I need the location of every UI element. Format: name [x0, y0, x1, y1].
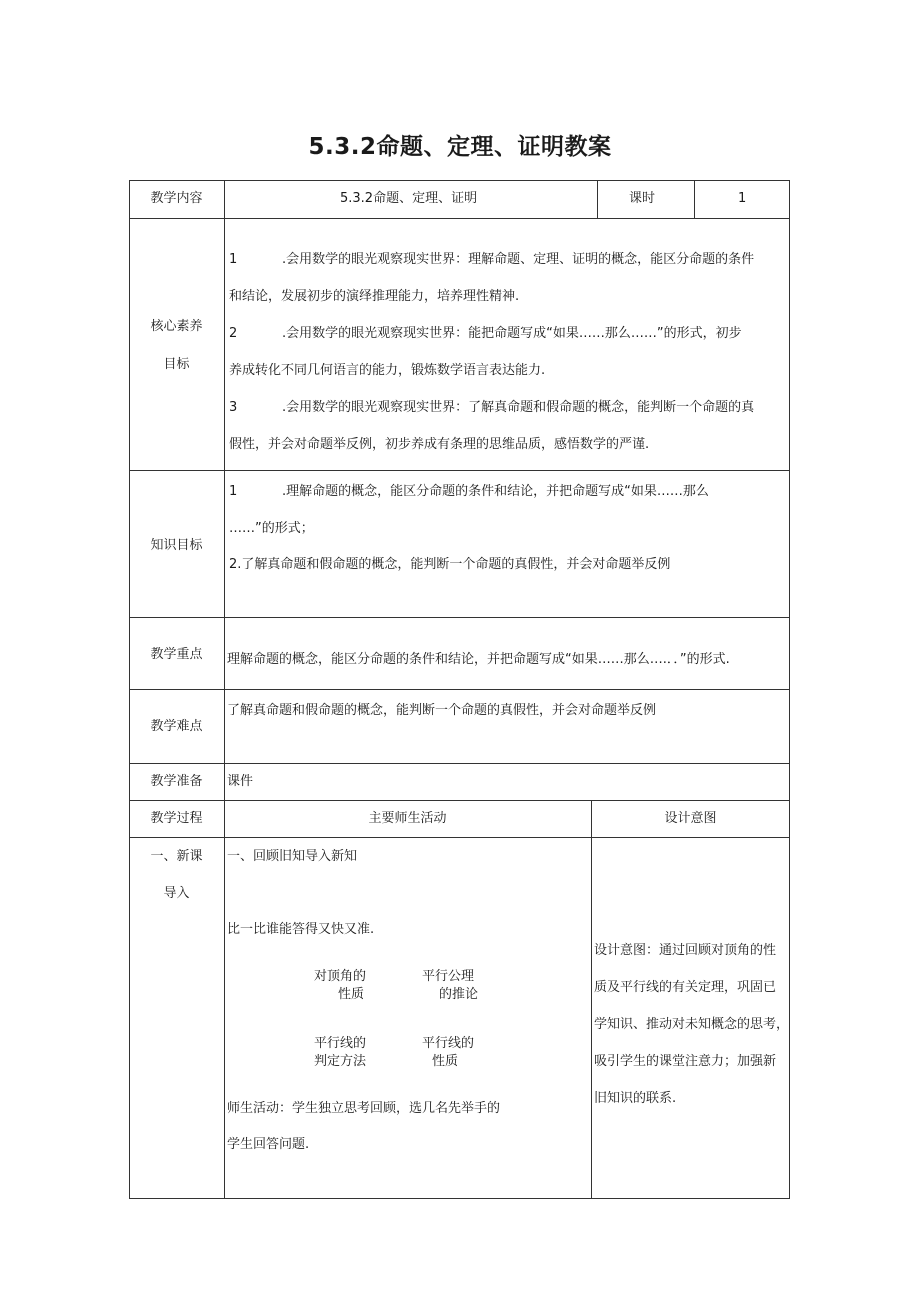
teaching-content-value: 5.3.2命题、定理、证明: [340, 191, 478, 206]
stage-1-intent-cont: 质及平行线的有关定理，巩固已: [594, 980, 777, 995]
row-divider: [129, 470, 790, 471]
difficulty-label: 教学难点: [150, 719, 203, 734]
stage-1-activity-cont: 学生回答问题.: [227, 1137, 310, 1152]
row-divider: [129, 800, 790, 801]
preparation-label: 教学准备: [150, 774, 203, 789]
concept-item-cont: 性质: [432, 1054, 459, 1069]
key-point-text: 理解命题的概念，能区分命题的条件和结论，并把命题写成“如果……那么….．．”的形式.: [227, 652, 730, 667]
key-point-label: 教学重点: [150, 647, 203, 662]
core-item-2-number: 2: [229, 326, 238, 341]
process-header-intent: 设计意图: [664, 811, 717, 826]
stage-1-label: 一、新课: [150, 849, 203, 864]
core-item-3-number: 3: [229, 400, 238, 415]
column-divider: [591, 800, 592, 1199]
knowledge-item-1-text-cont: ……”的形式；: [229, 521, 314, 536]
class-hours-value: 1: [738, 191, 747, 206]
class-hours-label: 课时: [629, 191, 656, 206]
core-item-1-number: 1: [229, 252, 238, 267]
core-item-2-text-cont: 养成转化不同几何语言的能力，锻炼数学语言表达能力.: [229, 363, 546, 378]
teaching-content-label: 教学内容: [150, 191, 203, 206]
knowledge-goal-label: 知识目标: [150, 538, 203, 553]
row-divider: [129, 617, 790, 618]
core-item-1-text: .会用数学的眼光观察现实世界：理解命题、定理、证明的概念，能区分命题的条件: [282, 252, 755, 267]
knowledge-item-1-number: 1: [229, 484, 238, 499]
core-literacy-label-2: 目标: [163, 357, 190, 372]
concept-item: 平行公理: [422, 969, 475, 984]
concept-item: 平行线的: [314, 1036, 367, 1051]
process-header-activity: 主要师生活动: [368, 811, 447, 826]
column-divider: [224, 180, 225, 1199]
concept-item-cont: 性质: [338, 987, 365, 1002]
concept-item: 对顶角的: [314, 969, 367, 984]
row-divider: [129, 837, 790, 838]
stage-1-prompt: 比一比谁能答得又快又准.: [227, 922, 375, 937]
knowledge-item-2-text: 2.了解真命题和假命题的概念，能判断一个命题的真假性，并会对命题举反例: [229, 557, 671, 572]
knowledge-item-1-text: .理解命题的概念，能区分命题的条件和结论，并把命题写成“如果……那么: [282, 484, 709, 499]
concept-item-cont: 的推论: [439, 987, 479, 1002]
core-item-3-text: .会用数学的眼光观察现实世界：了解真命题和假命题的概念，能判断一个命题的真: [282, 400, 755, 415]
row-divider: [129, 763, 790, 764]
row-divider: [129, 218, 790, 219]
page-title: 5.3.2命题、定理、证明教案: [308, 134, 612, 160]
stage-1-label-2: 导入: [163, 886, 190, 901]
stage-1-intent-cont: 旧知识的联系.: [594, 1091, 677, 1106]
process-header-stage: 教学过程: [150, 811, 203, 826]
column-divider: [597, 180, 598, 218]
stage-1-intent: 设计意图：通过回顾对顶角的性: [594, 943, 777, 958]
stage-1-intent-cont: 吸引学生的课堂注意力；加强新: [594, 1054, 777, 1069]
preparation-text: 课件: [227, 774, 254, 789]
stage-1-heading: 一、回顾旧知导入新知: [227, 849, 358, 864]
column-divider: [694, 180, 695, 218]
stage-1-intent-cont: 学知识、推动对未知概念的思考，: [594, 1017, 790, 1032]
row-divider: [129, 689, 790, 690]
core-item-1-text-cont: 和结论，发展初步的演绎推理能力，培养理性精神.: [229, 289, 520, 304]
core-literacy-label: 核心素养: [150, 319, 203, 334]
concept-item-cont: 判定方法: [314, 1054, 367, 1069]
core-item-2-text: .会用数学的眼光观察现实世界：能把命题写成“如果……那么……”的形式，初步: [282, 326, 742, 341]
difficulty-text: 了解真命题和假命题的概念，能判断一个命题的真假性，并会对命题举反例: [227, 703, 657, 718]
core-item-3-text-cont: 假性，并会对命题举反例，初步养成有条理的思维品质，感悟数学的严谨.: [229, 437, 650, 452]
stage-1-activity: 师生活动：学生独立思考回顾，选几名先举手的: [227, 1101, 501, 1116]
concept-item: 平行线的: [422, 1036, 475, 1051]
